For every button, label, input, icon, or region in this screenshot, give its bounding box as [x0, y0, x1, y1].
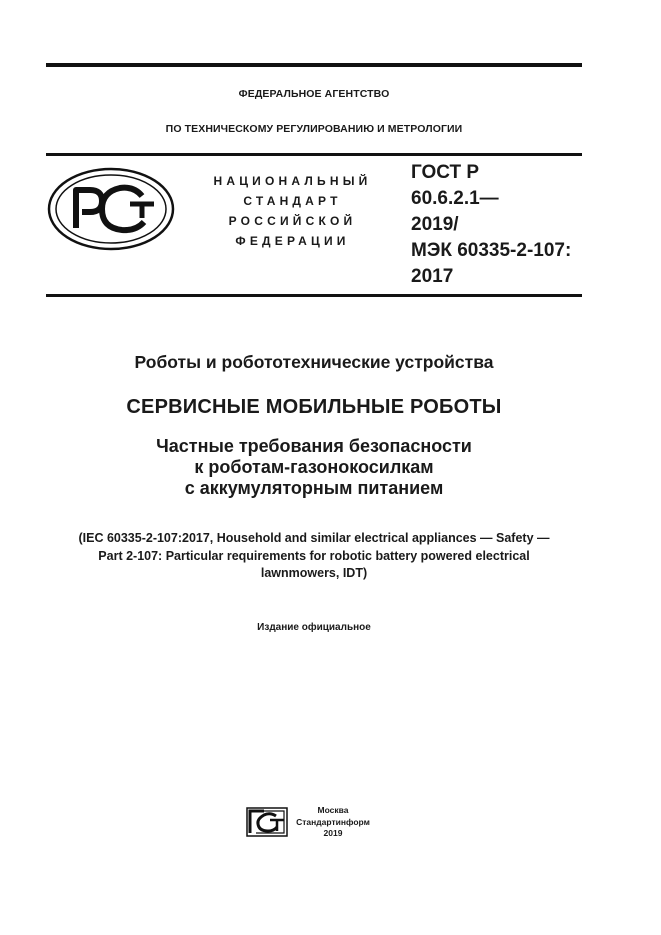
agency-name-line-1: ФЕДЕРАЛЬНОЕ АГЕНТСТВО — [238, 88, 390, 100]
designation-line: ГОСТ Р — [411, 162, 480, 183]
bottom-rule — [46, 294, 582, 297]
national-standard-line: РОССИЙСКОЙ — [228, 214, 357, 228]
standartinform-logo-icon — [246, 807, 288, 837]
middle-rule — [46, 153, 582, 156]
designation-line: МЭК 60335-2-107: — [411, 240, 572, 261]
national-standard-line: НАЦИОНАЛЬНЫЙ — [213, 174, 372, 188]
national-standard-label — [195, 171, 390, 251]
iec-reference — [46, 530, 582, 583]
iec-reference-line: lawnmowers, IDT) — [260, 566, 368, 580]
standard-designation — [411, 160, 571, 290]
publisher-city: Москва — [317, 805, 349, 815]
document-main-title: СЕРВИСНЫЕ МОБИЛЬНЫЕ РОБОТЫ — [126, 396, 502, 418]
designation-line: 60.6.2.1— — [411, 188, 499, 209]
document-group-title: Роботы и робототехнические устройства — [134, 352, 494, 372]
designation-line: 2017 — [411, 266, 454, 287]
publisher-name: Стандартинформ — [296, 816, 370, 827]
national-standard-line: ФЕДЕРАЦИИ — [235, 234, 350, 248]
publication-year: 2019 — [323, 828, 343, 838]
subtitle-line: к роботам-газонокосилкам — [194, 457, 434, 477]
publisher-info — [294, 805, 372, 840]
subtitle-line: Частные требования безопасности — [156, 436, 472, 456]
subtitle-line: с аккумуляторным питанием — [184, 478, 444, 498]
edition-label: Издание официальное — [257, 622, 371, 633]
designation-line: 2019/ — [411, 214, 459, 235]
iec-reference-line: Part 2-107: Particular requirements for robotic battery powered electrical — [98, 548, 530, 563]
agency-name-line-2: ПО ТЕХНИЧЕСКОМУ РЕГУЛИРОВАНИЮ И МЕТРОЛОГИИ — [165, 123, 463, 135]
gost-r-certification-mark-icon — [46, 166, 176, 252]
top-rule — [46, 63, 582, 67]
document-subtitle — [46, 436, 582, 499]
national-standard-line: СТАНДАРТ — [243, 194, 342, 208]
iec-reference-line: (IEC 60335-2-107:2017, Household and similar electrical appliances — Safety — — [78, 531, 550, 545]
